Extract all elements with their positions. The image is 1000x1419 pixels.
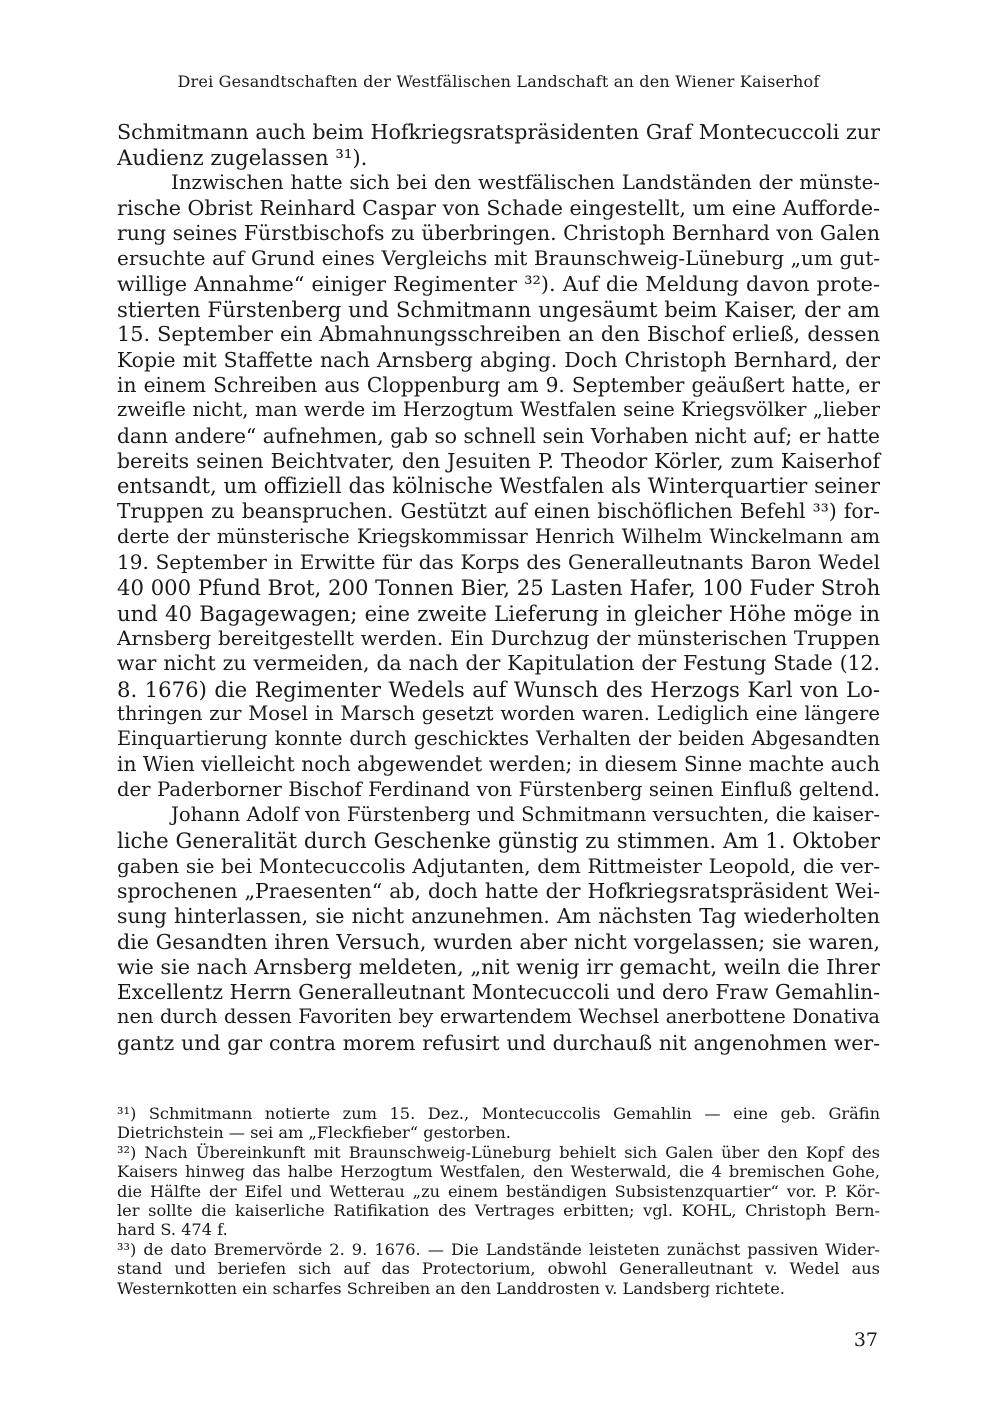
text-line: Truppen zu beanspruchen. Gestützt auf einen bischöflichen Befehl ³³) for-	[117, 499, 880, 524]
page-number: 37	[853, 1329, 878, 1351]
text-line: Johann Adolf von Fürstenberg und Schmitmann versuchten, die kaiser-	[171, 803, 880, 827]
footnote-line: hard S. 474 f.	[117, 1220, 228, 1240]
text-line: thringen zur Mosel in Marsch gesetzt worden waren. Lediglich eine längere	[117, 701, 880, 725]
text-line: in einem Schreiben aus Cloppenburg am 9. September geäußert hatte, er	[117, 372, 880, 397]
footnote-line: ³²) Nach Übereinkunft mit Braunschweig-Lüneburg behielt sich Galen über den Kopf des	[117, 1142, 880, 1162]
text-line: in Wien vielleicht noch abgewendet werden; in diesem Sinne machte auch	[117, 752, 880, 777]
text-line: 8. 1676) die Regimenter Wedels auf Wunsch des Herzogs Karl von Lo-	[117, 676, 880, 702]
footnote-line: stand und beriefen sich auf das Protectorium, obwohl Generalleutnant v. Wedel aus	[117, 1259, 880, 1279]
body-text	[117, 120, 880, 1056]
text-line: sung hinterlassen, sie nicht anzunehmen. Am nächsten Tag wiederholten	[117, 904, 880, 929]
text-line: gantz und gar contra morem refusirt und durchauß nit angenohmen wer-	[117, 1030, 880, 1055]
text-line: gaben sie bei Montecuccolis Adjutanten, dem Rittmeister Leopold, die ver-	[117, 853, 880, 878]
text-line: 40 000 Pfund Brot, 200 Tonnen Bier, 25 Lasten Hafer, 100 Fuder Stroh	[117, 575, 881, 601]
text-line: die Gesandten ihren Versuch, wurden aber nicht vorgelassen; sie waren,	[117, 929, 880, 954]
text-line: Kopie mit Staffette nach Arnsberg abging. Doch Christoph Bernhard, der	[117, 347, 880, 372]
text-line: zweifle nicht, man werde im Herzogtum Westfalen seine Kriegsvölker „lieber	[117, 398, 880, 422]
text-line: wie sie nach Arnsberg meldeten, „nit wenig irr gemacht, weiln die Ihrer	[117, 954, 880, 979]
text-line: derte der münsterische Kriegskommissar Henrich Wilhelm Winckelmann am	[117, 524, 880, 548]
text-line: liche Generalität durch Geschenke günstig zu stimmen. Am 1. Oktober	[117, 828, 880, 854]
text-line: war nicht zu vermeiden, da nach der Kapitulation der Festung Stade (12.	[117, 651, 880, 676]
text-line: Inzwischen hatte sich bei den westfälischen Landständen der münste-	[171, 170, 880, 194]
footnote-line: ³¹) Schmitmann notierte zum 15. Dez., Montecuccolis Gemahlin — eine geb. Gräfin	[117, 1104, 880, 1123]
document-page	[117, 0, 880, 1419]
text-line: ersuchte auf Grund eines Vergleichs mit Braunschweig-Lüneburg „um gut-	[117, 246, 880, 271]
footnote-line: Dietrichstein — sei am „Fleckfieber“ gestorben.	[117, 1123, 511, 1143]
text-line: Audienz zugelassen ³¹).	[117, 145, 368, 171]
text-line: Schmitmann auch beim Hofkriegsratspräsidenten Graf Montecuccoli zur	[117, 120, 880, 144]
footnotes	[117, 1104, 880, 1298]
text-line: rung seines Fürstbischofs zu überbringen. Christoph Bernhard von Galen	[117, 221, 880, 246]
text-line: der Paderborner Bischof Ferdinand von Fürstenberg seinen Einfluß geltend.	[117, 777, 880, 801]
text-line: bereits seinen Beichtvater, den Jesuiten P. Theodor Körler, zum Kaiserhof	[117, 448, 880, 473]
text-line: und 40 Bagagewagen; eine zweite Lieferung in gleicher Höhe möge in	[117, 600, 880, 626]
text-line: sprochenen „Praesenten“ ab, doch hatte der Hofkriegsratspräsident Wei-	[117, 878, 880, 903]
text-line: 15. September ein Abmahnungsschreiben an den Bischof erließ, dessen	[117, 322, 880, 347]
text-line: willige Annahme“ einiger Regimenter ³²). Auf die Meldung davon prote-	[117, 271, 880, 296]
text-line: stierten Fürstenberg und Schmitmann ungesäumt beim Kaiser, der am	[117, 297, 880, 323]
footnote-line: Kaisers hinweg das halbe Herzogtum Westfalen, den Westerwald, die 4 bremischen Gohe,	[117, 1162, 880, 1182]
text-line: rische Obrist Reinhard Caspar von Schade eingestellt, um eine Aufforde-	[117, 195, 880, 220]
text-line: nen durch dessen Favoriten bey erwartendem Wechsel anerbottene Donativa	[117, 1005, 880, 1029]
footnote-line: Westernkotten ein scharfes Schreiben an den Landdrosten v. Landsberg richtete.	[117, 1278, 785, 1298]
text-line: Excellentz Herrn Generalleutnant Montecuccoli und dero Fraw Gemahlin-	[117, 980, 880, 1005]
text-line: 19. September in Erwitte für das Korps des Generalleutnants Baron Wedel	[117, 550, 880, 575]
footnote-line: ler sollte die kaiserliche Ratifikation des Vertrages erbitten; vgl. KOHL, Christoph Bern-	[117, 1200, 880, 1220]
footnote-line: ³³) de dato Bremervörde 2. 9. 1676. — Die Landstände leisteten zunächst passiven Wider-	[117, 1239, 880, 1259]
text-line: Einquartierung konnte durch geschicktes Verhalten der beiden Abgesandten	[117, 727, 880, 751]
running-head: Drei Gesandtschaften der Westfälischen Landschaft an den Wiener Kaiserhof	[177, 72, 820, 91]
text-line: dann andere“ aufnehmen, gab so schnell sein Vorhaben nicht auf; er hatte	[117, 423, 880, 448]
text-line: Arnsberg bereitgestellt werden. Ein Durchzug der münsterischen Truppen	[117, 625, 880, 650]
footnote-line: die Hälfte der Eifel und Wetterau „zu einem beständigen Subsistenzquartier“ vor. P. Kör-	[117, 1181, 880, 1201]
text-line: entsandt, um offiziell das kölnische Westfalen als Winterquartier seiner	[117, 474, 880, 499]
